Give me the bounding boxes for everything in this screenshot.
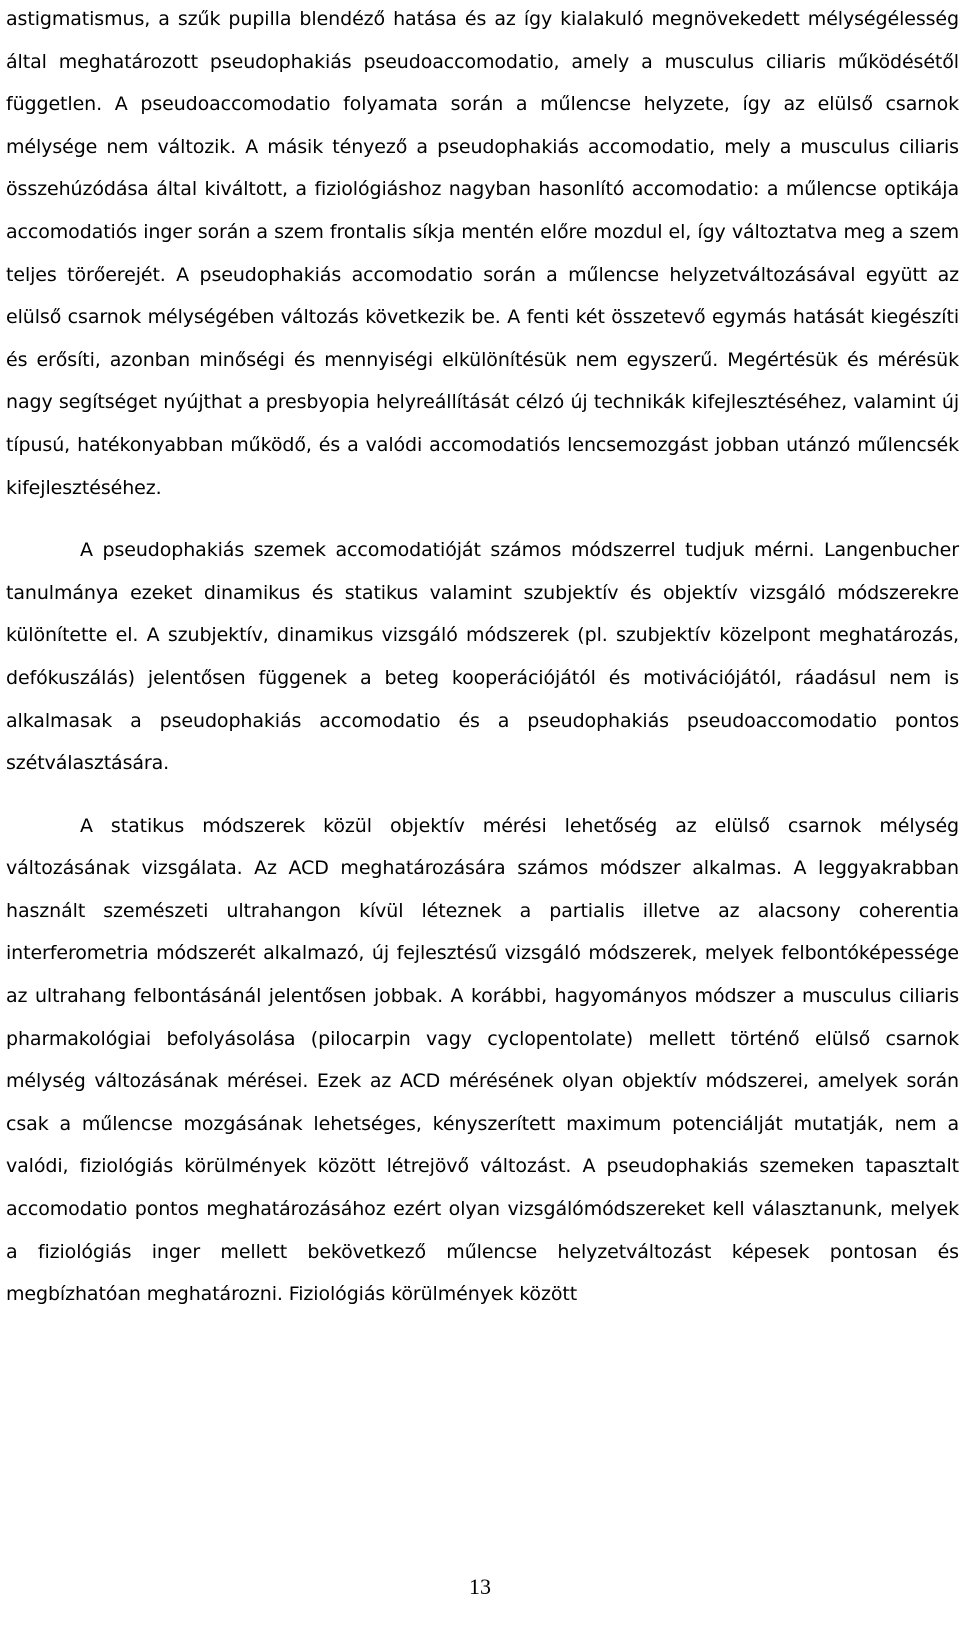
paragraph-measurement-methods: A pseudophakiás szemek accomodatióját számos módszerrel tudjuk mérni. Langenbucher tanulmánya ezeket dinamikus és statikus valamint szubjektív és objektív vizsgáló módszerekre különítette el. A szubjektív, dinamikus vizsgáló módszerek (pl. szubjektív közelpont meghatározás, defókuszálás) jelentősen függenek a beteg kooperációjától és motivációjától, ráadásul nem is alkalmasak a pseudophakiás accomodatio és a pseudophakiás pseudoaccomodatio pontos szétválasztására.: [6, 539, 959, 775]
page-number: 13: [469, 1574, 491, 1599]
paragraph-pseudoaccomodatio: astigmatismus, a szűk pupilla blendéző hatása és az így kialakuló megnövekedett mélységélesség által meghatározott pseudophakiás pseudoaccomodatio, amely a musculus ciliaris működésétől független. A pseudoaccomodatio folyamata során a műlencse helyzete, így az elülső csarnok mélysége nem változik. A másik tényező a pseudophakiás accomodatio, mely a musculus ciliaris összehúzódása által kiváltott, a fiziológiáshoz nagyban hasonlító accomodatio: a műlencse optikája accomodatiós inger során a szem frontalis síkja mentén előre mozdul el, így változtatva meg a szem teljes törőerejét. A pseudophakiás accomodatio során a műlencse helyzetváltozásával együtt az elülső csarnok mélységében változás következik be. A fenti két összetevő egymás hatását kiegészíti és erősíti, azonban minőségi és mennyiségi elkülönítésük nem egyszerű. Megértésük és mérésük nagy segítséget nyújthat a presbyopia helyreállítását célzó új technikák kifejlesztéséhez, valamint új típusú, hatékonyabban működő, és a valódi accomodatiós lencsemozgást jobban utánzó műlencsék kifejlesztéséhez.: [6, 8, 959, 499]
paragraph-static-methods: A statikus módszerek közül objektív mérési lehetőség az elülső csarnok mélység változásának vizsgálata. Az ACD meghatározására számos módszer alkalmas. A leggyakrabban használt szemészeti ultrahangon kívül léteznek a partialis illetve az alacsony coherentia interferometria módszerét alkalmazó, új fejlesztésű vizsgáló módszerek, melyek felbontóképessége az ultrahang felbontásánál jelentősen jobbak. A korábbi, hagyományos módszer a musculus ciliaris pharmakológiai befolyásolása (pilocarpin vagy cyclopentolate) mellett történő elülső csarnok mélység változásának mérései. Ezek az ACD mérésének olyan objektív módszerei, amelyek során csak a műlencse mozgásának lehetséges, kényszerített maximum potenciálját mutatják, nem a valódi, fiziológiás körülmények között létrejövő változást. A pseudophakiás szemeken tapasztalt accomodatio pontos meghatározásához ezért olyan vizsgálómódszereket kell választanunk, melyek a fiziológiás inger mellett bekövetkező műlencse helyzetváltozást képesek pontosan és megbízhatóan meghatározni. Fiziológiás körülmények között: [6, 814, 959, 1306]
body-text: [6, 0, 959, 1316]
